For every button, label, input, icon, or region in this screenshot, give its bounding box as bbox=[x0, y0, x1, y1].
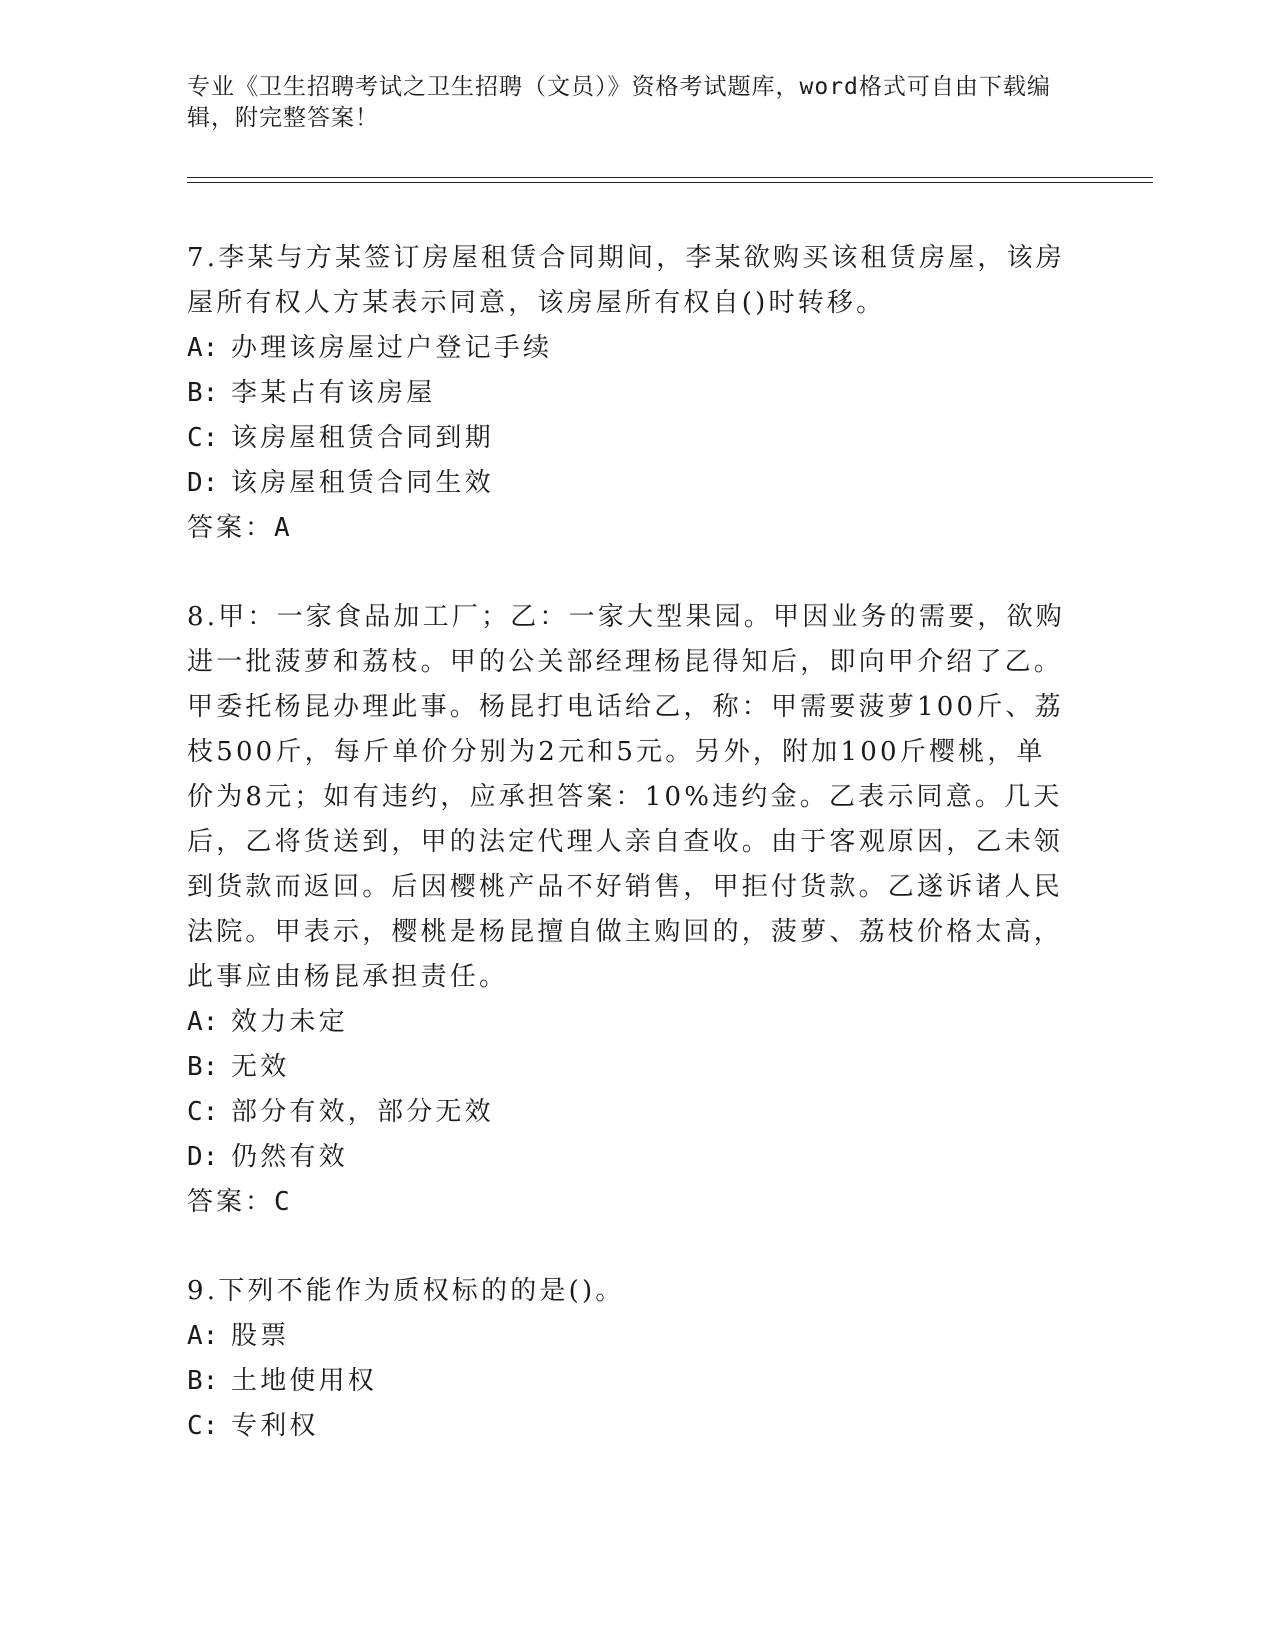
option-text: 无效 bbox=[231, 1052, 290, 1082]
option-c bbox=[187, 1090, 1067, 1135]
option-b bbox=[187, 1045, 1067, 1090]
option-text: 效力未定 bbox=[231, 1007, 348, 1037]
option-text: 该房屋租赁合同到期 bbox=[231, 423, 494, 453]
option-key: C: bbox=[187, 423, 219, 453]
option-text: 专利权 bbox=[231, 1411, 319, 1441]
option-key: C: bbox=[187, 1411, 219, 1441]
question-stem: 7.李某与方某签订房屋租赁合同期间，李某欲购买该租赁房屋，该房屋所有权人方某表示同意，该房屋所有权自()时转移。 bbox=[187, 243, 1066, 318]
question-stem: 8.甲：一家食品加工厂；乙：一家大型果园。甲因业务的需要，欲购进一批菠萝和荔枝。甲的公关部经理杨昆得知后，即向甲介绍了乙。甲委托杨昆办理此事。杨昆打电话给乙，称：甲需要菠萝100斤、荔枝500斤，每斤单价分别为2元和5元。另外，附加100斤樱桃，单价为8元；如有违约，应承担答案：10%违约金。乙表示同意。几天后，乙将货送到，甲的法定代理人亲自查收。由于客观原因，乙未领到货款而返回。后因樱桃产品不好销售，甲拒付货款。乙遂诉诸人民法院。甲表示，樱桃是杨昆擅自做主购回的，菠萝、荔枝价格太高，此事应由杨昆承担责任。 bbox=[187, 602, 1066, 992]
option-key: B: bbox=[187, 1366, 219, 1396]
question-7 bbox=[187, 236, 1067, 551]
option-key: A: bbox=[187, 333, 219, 363]
answer-label: 答案： bbox=[187, 1187, 275, 1217]
option-text: 该房屋租赁合同生效 bbox=[231, 468, 494, 498]
option-text: 办理该房屋过户登记手续 bbox=[231, 333, 553, 363]
question-stem: 9.下列不能作为质权标的的是()。 bbox=[187, 1276, 625, 1306]
option-text: 部分有效，部分无效 bbox=[231, 1097, 494, 1127]
option-text: 仍然有效 bbox=[231, 1142, 348, 1172]
option-key: D: bbox=[187, 1142, 219, 1172]
answer-value: C bbox=[274, 1187, 290, 1217]
option-text: 李某占有该房屋 bbox=[231, 378, 436, 408]
option-key: A: bbox=[187, 1321, 219, 1351]
option-d bbox=[187, 1135, 1067, 1180]
document-header: 专业《卫生招聘考试之卫生招聘（文员）》资格考试题库，word格式可自由下载编辑，附完整答案！ bbox=[187, 74, 1051, 131]
question-8 bbox=[187, 595, 1067, 1225]
option-b bbox=[187, 371, 1067, 416]
option-c bbox=[187, 416, 1067, 461]
option-c bbox=[187, 1404, 1067, 1449]
answer bbox=[187, 506, 1067, 551]
option-a bbox=[187, 1314, 1067, 1359]
header-divider-top bbox=[187, 177, 1153, 178]
answer-value: A bbox=[274, 513, 290, 543]
option-key: A: bbox=[187, 1007, 219, 1037]
option-key: C: bbox=[187, 1097, 219, 1127]
answer bbox=[187, 1180, 1067, 1225]
option-key: B: bbox=[187, 378, 219, 408]
option-a bbox=[187, 326, 1067, 371]
option-key: D: bbox=[187, 468, 219, 498]
question-9 bbox=[187, 1269, 1067, 1449]
option-d bbox=[187, 461, 1067, 506]
option-text: 土地使用权 bbox=[231, 1366, 378, 1396]
option-a bbox=[187, 1000, 1067, 1045]
question-list bbox=[187, 236, 1067, 1493]
answer-label: 答案： bbox=[187, 513, 275, 543]
option-key: B: bbox=[187, 1052, 219, 1082]
header-divider-bottom bbox=[187, 182, 1153, 183]
option-text: 股票 bbox=[231, 1321, 290, 1351]
option-b bbox=[187, 1359, 1067, 1404]
